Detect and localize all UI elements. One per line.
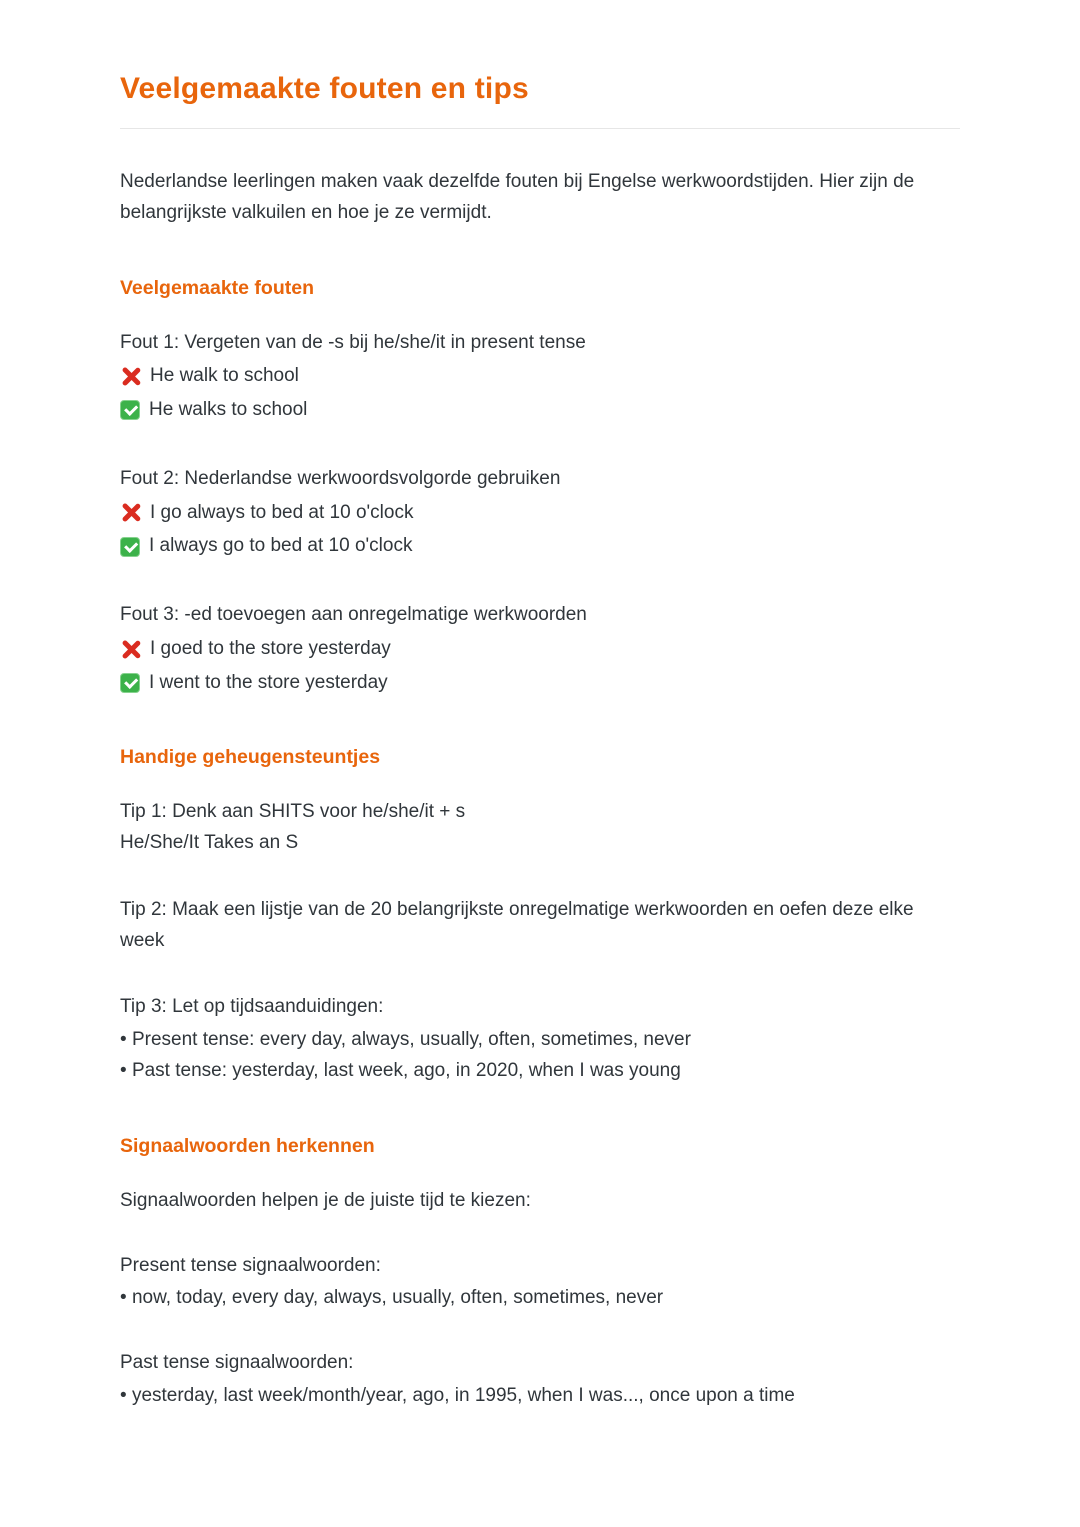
tip-line: Tip 1: Denk aan SHITS voor he/she/it + s — [120, 801, 466, 823]
mistake-label: Fout 3: -ed toevoegen aan onregelmatige werkwoorden — [120, 604, 587, 626]
mistake-item — [120, 328, 960, 426]
tip-line: Tip 3: Let op tijdsaanduidingen: — [120, 996, 384, 1018]
cross-icon — [120, 366, 141, 387]
mistake-label: Fout 1: Vergeten van de -s bij he/she/it in present tense — [120, 331, 586, 353]
section-heading-mistakes: Veelgemaakte fouten — [120, 276, 314, 299]
wrong-example — [120, 634, 960, 665]
signal-bullet-list — [120, 1381, 960, 1412]
wrong-example-text: I go always to bed at 10 o'clock — [150, 501, 414, 523]
check-icon — [120, 537, 140, 557]
section-heading-tips: Handige geheugensteuntjes — [120, 746, 381, 769]
title-divider — [120, 128, 960, 129]
tip-item — [120, 992, 960, 1086]
wrong-example-text: I goed to the store yesterday — [150, 637, 391, 659]
cross-icon — [120, 502, 141, 523]
section-heading-signals: Signaalwoorden herkennen — [120, 1134, 375, 1157]
intro-paragraph: Nederlandse leerlingen maken vaak dezelfde fouten bij Engelse werkwoordstijden. Hier zijn de belangrijkste valkuilen en hoe je ze vermijdt. — [120, 171, 915, 223]
tip-bullet-list — [120, 1025, 960, 1087]
signal-group-past — [120, 1348, 960, 1412]
check-icon — [120, 673, 140, 693]
wrong-example — [120, 498, 960, 529]
signal-group-present — [120, 1251, 960, 1315]
signals-intro — [120, 1186, 960, 1217]
list-item: • Present tense: every day, always, usually, often, sometimes, never — [120, 1025, 960, 1056]
signal-group-label: Present tense signaalwoorden: — [120, 1254, 381, 1276]
tip-item — [120, 895, 960, 957]
tip-line: He/She/It Takes an S — [120, 832, 299, 854]
signals-intro-text: Signaalwoorden helpen je de juiste tijd te kiezen: — [120, 1189, 531, 1211]
right-example — [120, 395, 960, 426]
signal-bullet-list — [120, 1283, 960, 1314]
right-example-text: He walks to school — [149, 399, 308, 421]
cross-icon — [120, 639, 141, 660]
right-example — [120, 668, 960, 699]
mistake-item — [120, 600, 960, 698]
mistake-item — [120, 464, 960, 562]
tip-item — [120, 797, 960, 859]
page-title: Veelgemaakte fouten en tips — [120, 72, 529, 105]
wrong-example — [120, 361, 960, 392]
mistake-label: Fout 2: Nederlandse werkwoordsvolgorde gebruiken — [120, 467, 561, 489]
check-icon — [120, 400, 140, 420]
right-example-text: I always go to bed at 10 o'clock — [149, 535, 413, 557]
signal-group-label: Past tense signaalwoorden: — [120, 1352, 354, 1374]
right-example — [120, 531, 960, 562]
list-item: • now, today, every day, always, usually, often, sometimes, never — [120, 1283, 960, 1314]
list-item: • Past tense: yesterday, last week, ago, in 2020, when I was young — [120, 1056, 960, 1087]
tip-line: Tip 2: Maak een lijstje van de 20 belangrijkste onregelmatige werkwoorden en oefen deze elke week — [120, 898, 914, 951]
right-example-text: I went to the store yesterday — [149, 671, 388, 693]
wrong-example-text: He walk to school — [150, 365, 299, 387]
list-item: • yesterday, last week/month/year, ago, in 1995, when I was..., once upon a time — [120, 1381, 960, 1412]
